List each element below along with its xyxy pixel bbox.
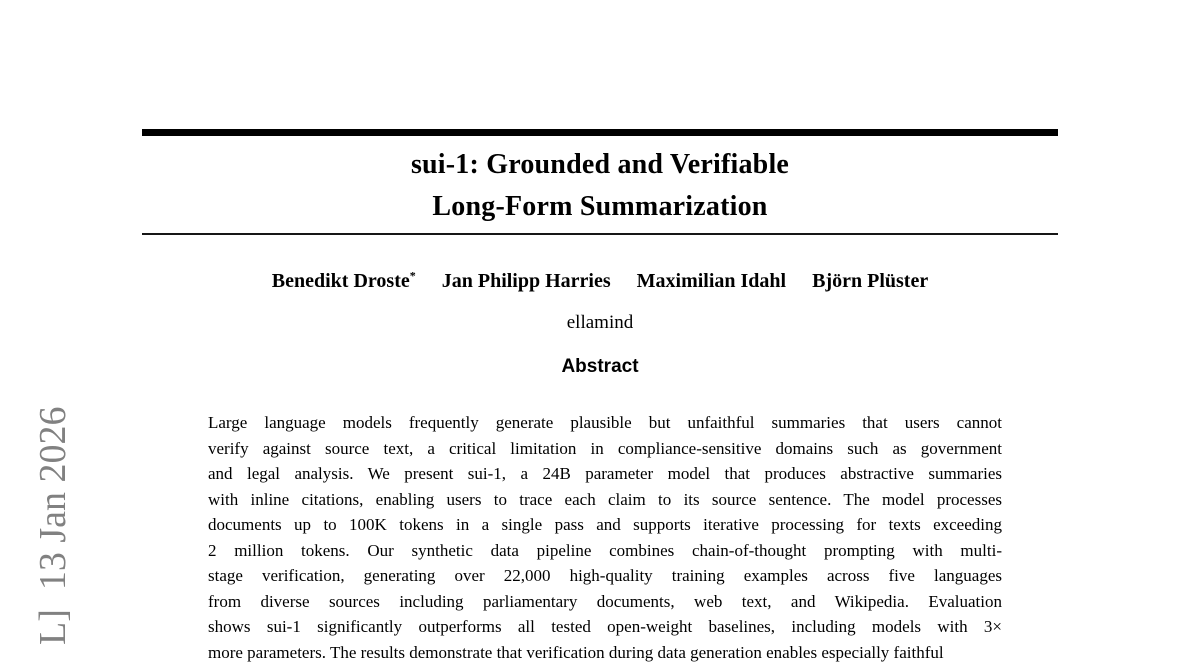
abstract-line-7: stage verification, generating over 22,000 high-quality training examples across five languages [208,563,1002,589]
abstract-line-10-partial: more parameters. The results demonstrate that verification during data generation enables especially faithful [208,640,1002,665]
abstract-line-9: shows sui-1 significantly outperforms all tested open-weight baselines, including models with 3× [208,614,1002,640]
author-1 [272,270,416,293]
author-4 [812,270,928,293]
abstract-line-2: verify against source text, a critical limitation in compliance-sensitive domains such as government [208,436,1002,462]
abstract-line-4: with inline citations, enabling users to trace each claim to its source sentence. The model processes [208,487,1002,513]
author-2 [442,270,611,293]
author-list [0,270,1200,293]
paper-title-line-2: Long-Form Summarization [142,186,1058,228]
abstract-line-1: Large language models frequently generate plausible but unfaithful summaries that users cannot [208,410,1002,436]
abstract-heading: Abstract [0,356,1200,378]
author-3 [637,270,786,293]
arxiv-sidebar-watermark: L] 13 Jan 2026 [31,406,75,645]
author-1-name: Benedikt Droste [272,270,410,292]
title-bottom-rule [142,233,1058,235]
abstract-line-3: and legal analysis. We present sui-1, a 24B parameter model that produces abstractive summaries [208,461,1002,487]
abstract-line-8: from diverse sources including parliamentary documents, web text, and Wikipedia. Evaluation [208,589,1002,615]
author-1-footnote-marker: * [410,268,416,282]
abstract-line-5: documents up to 100K tokens in a single pass and supports iterative processing for texts exceeding [208,512,1002,538]
paper-title-line-1: sui-1: Grounded and Verifiable [142,144,1058,186]
abstract-line-6: 2 million tokens. Our synthetic data pipeline combines chain-of-thought prompting with multi- [208,538,1002,564]
title-top-rule [142,129,1058,136]
author-4-name: Björn Plüster [812,270,928,292]
affiliation: ellamind [0,312,1200,334]
paper-title [142,144,1058,228]
author-3-name: Maximilian Idahl [637,270,786,292]
abstract-body [208,410,1002,665]
author-2-name: Jan Philipp Harries [442,270,611,292]
